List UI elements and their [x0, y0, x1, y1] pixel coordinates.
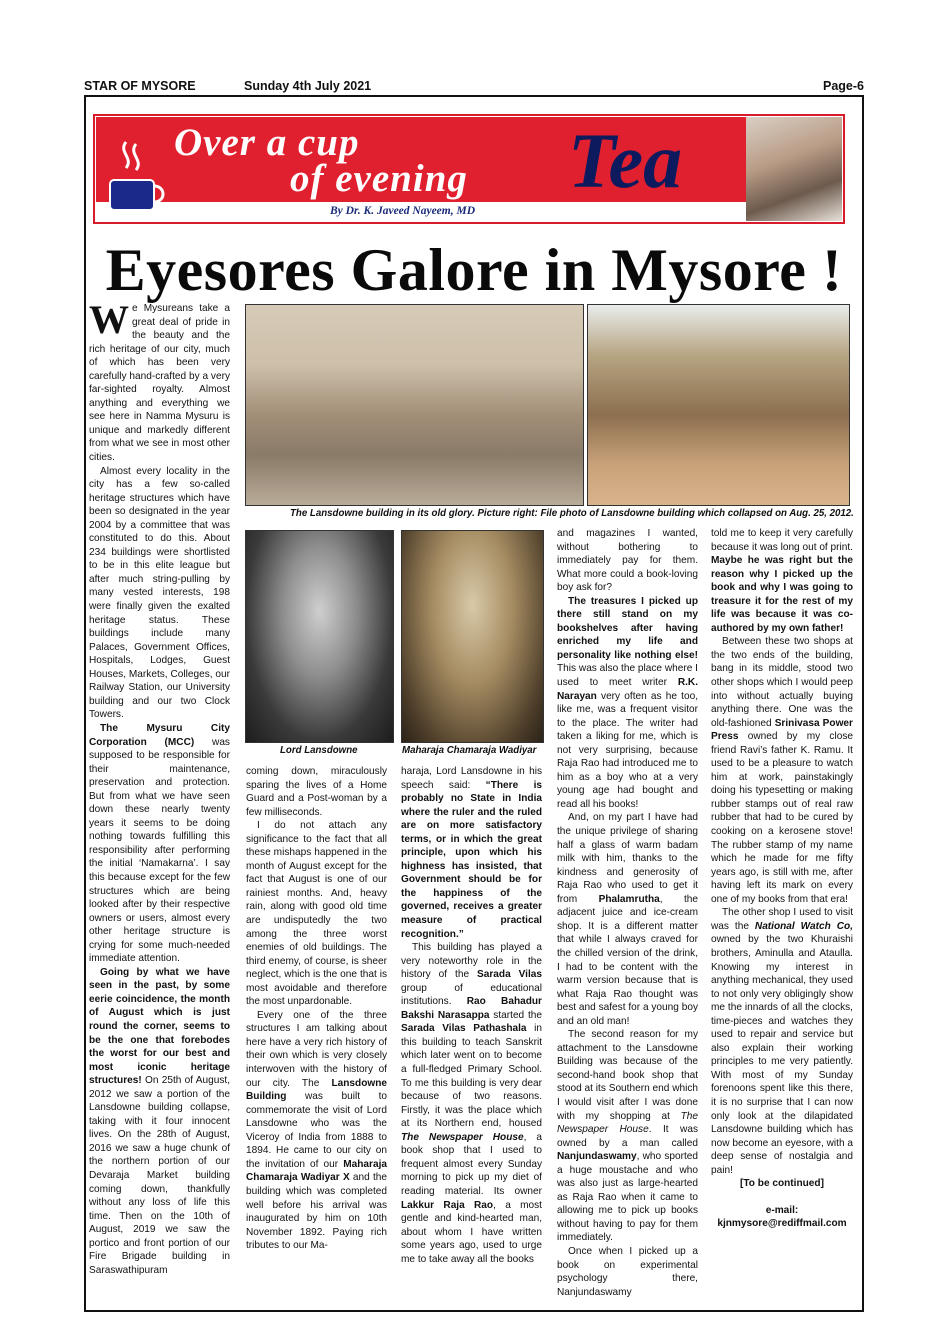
lansdowne-old-photo [245, 304, 584, 506]
article-column-3 [401, 765, 542, 1266]
article-column-4 [557, 527, 698, 1299]
left-border [84, 95, 86, 1312]
article-column-5 [711, 527, 853, 1231]
masthead-line1: Over a cup [174, 121, 360, 164]
author-portrait [746, 117, 842, 221]
footer-rule [84, 1310, 864, 1312]
august-bold: Going by what we have seen in the past, by some eerie coincidence, the month of August which is just round the corner, seems to be the one that forebodes the worst for our best and most iconic heritage structures! [89, 966, 230, 1087]
col4-paragraph-4: The second reason for my attachment to the Lansdowne Building was because of the second-hand book shop that stood at its Southern end which I would visit after I was done with my shopping at The Newspaper House. It was owned by a man called Nanjundaswamy, who sported a huge moustache and who was also just as large-hearted as Raja Rao when it came to allowing me to pick up books without having to pay for them immediately. [557, 1029, 698, 1244]
email-label: e-mail: [765, 1204, 799, 1216]
photo-caption-maharaja: Maharaja Chamaraja Wadiyar [402, 745, 537, 756]
col2-paragraph-1: coming down, miraculously sparing the lives of a Home Guard and a Post-woman by a few milliseconds. [246, 766, 387, 818]
paper-name: STAR OF MYSORE [84, 79, 196, 93]
teacup-icon [104, 140, 170, 225]
lord-lansdowne-photo [245, 530, 394, 743]
col4-paragraph-3: And, on my part I have had the unique privilege of sharing half a glass of warm badam milk with him, thanks to the kindness and generosity of Raja Rao who used to get it from Phalamrutha, the adjacent juice and ice-cream shop. It is a different matter that while I always craved for the chilled version of the drink, I had to be content with the warm version because that is what Raja Rao thought was best and safest for a young boy and an old man! [557, 812, 698, 1027]
article-headline: Eyesores Galore in Mysore ! [105, 237, 843, 303]
col1-paragraph-3: The Mysuru City Corporation (MCC) was supposed to be responsible for their maintenance, preservation and protection. But from what we have seen down these nearly twenty years it seems to be doing nothing towards fulfilling this responsibility after performing the initial ‘Namakarna’. I say this because except for the few structures which are being looked after by their respective owners or users, almost every other heritage structure is crying for some much-needed immediate attention. [89, 722, 230, 965]
col5-paragraph-2: Between these two shops at the two ends of the building, bang in its middle, stood two other shops which I would peep into without actually buying anything there. One was the old-fashioned Srinivasa Power Press owned by my close friend Ravi’s father K. Ramu. It used to be a pleasure to watch him at work, painstakingly doing his typesetting or making rubber stamps out of real raw rubber that had to be cured by cooking on a kerosene stove! The rubber stamp of my name which he made for me fifty years ago, is still with me, after having left its mark on every one of my books from that era! [711, 636, 853, 905]
lansdowne-collapse-photo [587, 304, 850, 506]
col2-paragraph-2: I do not attach any significance to the fact that all these mishaps happened in the month of August except for the fact that August is one of our rainiest months. And, heavy rain, along with good old time are undisputedly the two among the three worst enemies of old buildings. The third enemy, of course, is sheer neglect, which is the one that is most avoidable and therefore the most unpardonable. [246, 820, 387, 1008]
page-number: Page-6 [823, 79, 864, 93]
col1-paragraph-2: Almost every locality in the city has a few so-called heritage structures which have been so designated in the year 2004 by a committee that was constituted to do this. About 234 buildings were shortlisted to be in this elite league but after much string-pulling by many vested interests, 198 were finally given the exalted heritage status. These buildings include many Palaces, Government Offices, Hospitals, Lodges, Guest Houses, Markets, Colleges, our Railway Station, our University building and our two Clock Towers. [89, 465, 230, 721]
maharaja-photo [401, 530, 544, 743]
col1-paragraph-4: Going by what we have seen in the past, by some eerie coincidence, the month of August which is just round the corner, seems to be the one that forebodes the worst for our best and most iconic heritage structures! On 25th of August, 2012 we saw a portion of the Lansdowne building collapse, taking with it four innocent lives. On the 28th of August, 2016 we saw a huge chunk of the northern portion of our Devaraja Market building coming down, thankfully without any loss of life this time. Then on the 10th of August, 2019 we saw the portico and front portion of our Fire Brigade building in Saraswathipuram [89, 966, 230, 1276]
article-column-1 [89, 297, 230, 1277]
author-email[interactable]: kjnmysore@rediffmail.com [717, 1218, 847, 1230]
col5-paragraph-3: The other shop I used to visit was the National Watch Co, owned by the two Khuraishi brothers, Aminulla and Ataulla. Knowing my interest in anything mechanical, they used to not only very obligingly show me the innards of all the clocks, time-pieces and watches they used to repair and service but also explain their working principles to me very patiently. With most of my Sunday forenoons spent like this there, it is no surprise that I can now only look at the dilapidated Lansdowne building which has now become an eyesore, with a deep sense of nostalgia and pain! [711, 907, 853, 1176]
article-column-2 [246, 765, 387, 1253]
col1-paragraph-1: e Mysureans take a great deal of pride in the beauty and the rich heritage of our city, much of which has been very carefully hand-crafted by a very far-sighted royalty. Almost anything and everything we see here in Namma Mysuru is unique and markedly different from what we see in most other cities. [89, 303, 230, 464]
masthead-tea: Tea [568, 117, 683, 204]
col4-paragraph-5: Once when I picked up a book on experimental psychology there, Nanjundaswamy [557, 1245, 698, 1298]
issue-date: Sunday 4th July 2021 [244, 79, 372, 93]
photo-caption-lansdowne: Lord Lansdowne [280, 745, 358, 756]
drop-cap: W [89, 297, 129, 342]
header-rule [84, 95, 864, 97]
right-border [862, 95, 864, 1312]
col4-paragraph-2: The treasures I picked up there still stand on my bookshelves after having enriched my life and personality like nothing else! This was also the place where I used to meet writer R.K. Narayan very often as he too, like me, was a frequent visitor to the place. The writer had taken a liking for me, which is not very surprising, because Raja Rao had introduced me to him as a boy who at a very young age had bought and read all his books! [557, 595, 698, 810]
col4-paragraph-1: and magazines I wanted, without bothering to immediately pay for them. What more could a book-loving boy ask for? [557, 528, 698, 594]
col5-paragraph-1: told me to keep it very carefully because it was long out of print. Maybe he was right but the reason why I picked up the book and why I was going to treasure it for the rest of my life was because it was co-authored by my own father! [711, 528, 853, 634]
masthead-byline: By Dr. K. Javeed Nayeem, MD [330, 205, 475, 217]
photo-caption-main: The Lansdowne building in its old glory. Picture right: File photo of Lansdowne building which collapsed on Aug. 25, 2012. [290, 508, 854, 519]
masthead-line2: of evening [290, 157, 468, 200]
col2-paragraph-3: Every one of the three structures I am talking about here have a very rich history of their own which is very closely interwoven with the history of our city. The Lansdowne Building was built to commemorate the visit of Lord Lansdowne who was the Viceroy of India from 1888 to 1894. He came to our city on the invitation of our Maharaja Chamaraja Wadiyar X and the building which was completed well before his arrival was inaugurated by him on 10th November 1892. Paying rich tributes to our Ma- [246, 1009, 387, 1252]
to-be-continued: [To be continued] [740, 1178, 824, 1190]
page-header [84, 79, 864, 95]
col3-paragraph-2: This building has played a very noteworthy role in the history of the Sarada Vilas group of educational institutions. Rao Bahadur Bakshi Narasappa started the Sarada Vilas Pathashala in this building to teach Sanskrit which later went on to become a full-fledged Primary School. To me this building is very dear because of two reasons. Firstly, it was the place which at its Northern end, housed The Newspaper House, a book shop that I used to frequent almost every Sunday morning to pick up my diet of reading material. Its owner Lakkur Raja Rao, a most gentle and kind-hearted man, about whom I have written some years ago, used to urge me to take away all the books [401, 942, 543, 1265]
mcc-bold: The Mysuru City Corporation (MCC) [89, 722, 230, 748]
col3-paragraph-1: haraja, Lord Lansdowne in his speech said: “There is probably no State in India where the ruler and the ruled are on more satisfactory terms, or in which the great principle, upon which his highness has insisted, that Government should be for the happiness of the governed, receives a greater measure of practical recognition.” [401, 766, 542, 940]
